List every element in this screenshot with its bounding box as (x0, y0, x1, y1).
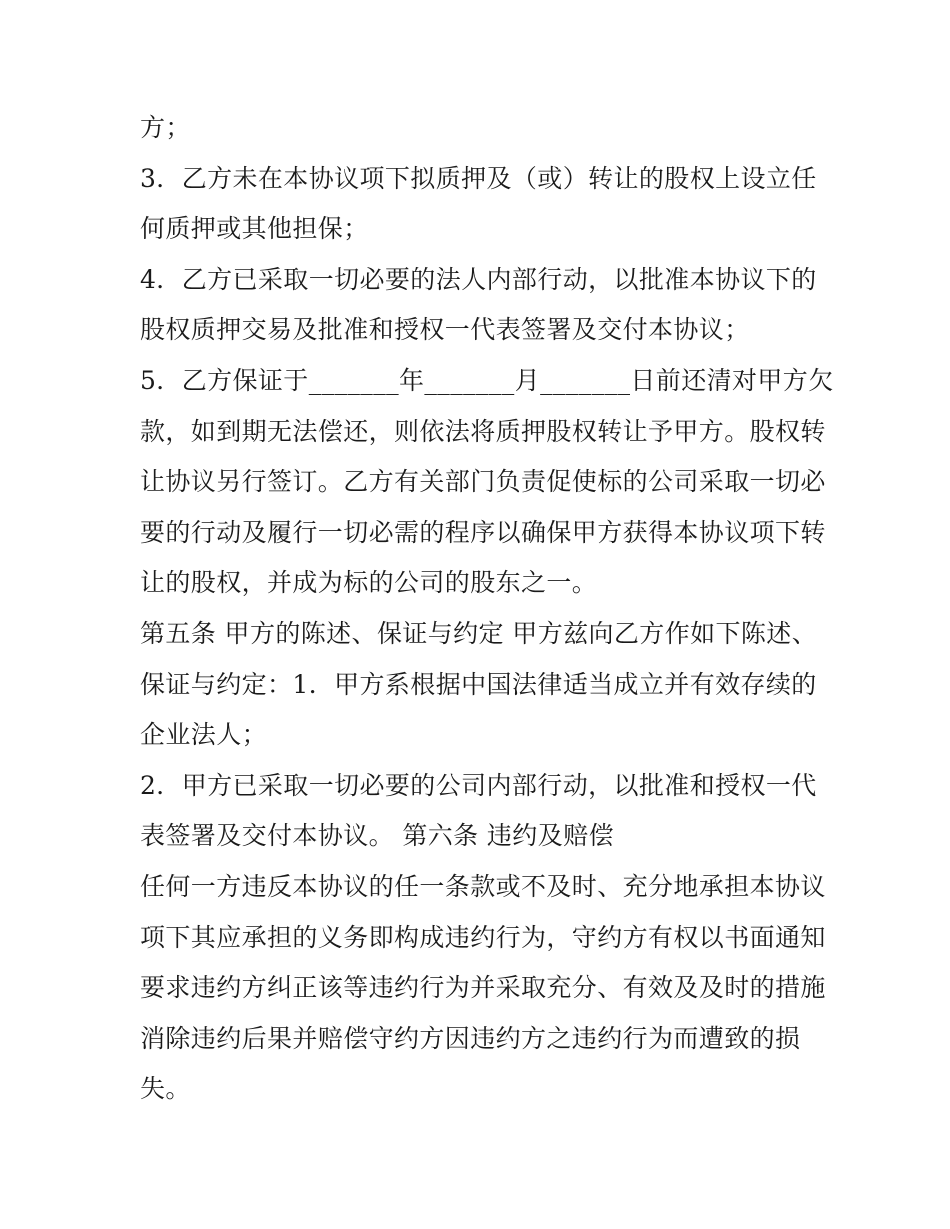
text-line: 让的股权，并成为标的公司的股东之一。 (140, 568, 598, 598)
text-line: 任何一方违反本协议的任一条款或不及时、充分地承担本协议 (140, 871, 826, 901)
text-line: 失。 (140, 1074, 191, 1104)
text-line: 股权质押交易及批准和授权一代表签署及交付本协议； (140, 315, 750, 345)
text-line: 项下其应承担的义务即构成违约行为，守约方有权以书面通知 (140, 922, 826, 952)
text-line: 让协议另行签订。乙方有关部门负责促使标的公司采取一切必 (140, 467, 826, 497)
document-page (140, 103, 840, 1115)
text-line: 何质押或其他担保； (140, 214, 369, 244)
text-line: 表签署及交付本协议。 第六条 违约及赔偿 (140, 821, 614, 851)
text-line: 4．乙方已采取一切必要的法人内部行动，以批准本协议下的 (140, 264, 817, 294)
text-line: 3．乙方未在本协议项下拟质押及（或）转让的股权上设立任 (140, 163, 817, 193)
text-line: 第五条 甲方的陈述、保证与约定 甲方兹向乙方作如下陈述、 (140, 618, 818, 648)
text-line: 消除违约后果并赔偿守约方因违约方之违约行为而遭致的损 (140, 1023, 801, 1053)
text-line: 5．乙方保证于_______年_______月_______日前还清对甲方欠 (140, 365, 834, 395)
text-line: 要求违约方纠正该等违约行为并采取充分、有效及及时的措施 (140, 973, 826, 1003)
text-line: 保证与约定：1．甲方系根据中国法律适当成立并有效存续的 (140, 669, 817, 699)
text-line: 要的行动及履行一切必需的程序以确保甲方获得本协议项下转 (140, 517, 826, 547)
text-line: 2．甲方已采取一切必要的公司内部行动，以批准和授权一代 (140, 770, 817, 800)
text-line: 企业法人； (140, 720, 268, 750)
text-line: 方； (140, 113, 191, 142)
text-line: 款，如到期无法偿还，则依法将质押股权转让予甲方。股权转 (140, 416, 826, 446)
